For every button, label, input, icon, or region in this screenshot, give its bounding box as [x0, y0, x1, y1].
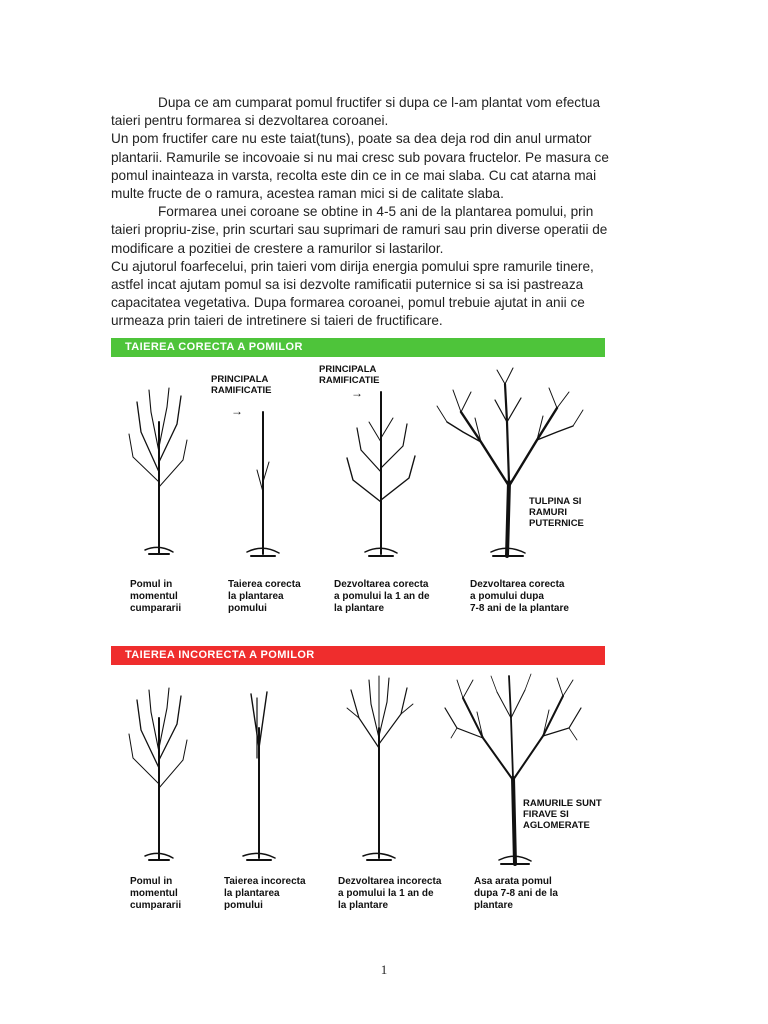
incorrect-pruning-illustration: [111, 668, 605, 868]
caption-incorrect-4: Asa arata pomul dupa 7-8 ani de la plantare: [474, 876, 558, 911]
page-number: 1: [380, 962, 388, 977]
incorrect-pruning-banner: TAIEREA INCORECTA A POMILOR: [111, 646, 605, 665]
caption-incorrect-3: Dezvoltarea incorecta a pomului la 1 an de la plantare: [338, 876, 442, 911]
caption-correct-2: Taierea corecta la plantarea pomului: [228, 579, 301, 614]
label-weak-crowded-branches: RAMURILE SUNT FIRAVE SI AGLOMERATE: [523, 798, 602, 831]
paragraph-4: Cu ajutorul foarfecelui, prin taieri vom dirija energia pomului spre ramurile tinere, astfel incat ajutam pomul sa isi dezvolte ramificatii puternice si sa isi pastreaza capacitatea vegetativa. Dupa formarea coroanei, pomul trebuie ajutat in anii ce urmeaza prin taieri de intretinere si taieri de fructificare.: [111, 258, 594, 329]
tree-incorrect-one-year-icon: [347, 676, 413, 860]
label-strong-trunk: TULPINA SI RAMURI PUTERNICE: [529, 496, 584, 529]
tree-sapling-bought-icon: [129, 688, 187, 860]
arrow-icon: →: [231, 404, 243, 418]
tree-correct-one-year-icon: [347, 392, 415, 556]
caption-correct-1: Pomul in momentul cumpararii: [130, 579, 182, 614]
incorrect-trees-drawing: [111, 668, 605, 868]
arrow-icon: →: [351, 386, 363, 400]
label-principal-branch-1: PRINCIPALA RAMIFICATIE: [211, 374, 272, 396]
caption-correct-4: Dezvoltarea corecta a pomului dupa 7-8 ani de la plantare: [470, 579, 569, 614]
tree-correct-cut-icon: [247, 412, 279, 556]
caption-incorrect-2: Taierea incorecta la plantarea pomului: [224, 876, 306, 911]
paragraph-3: Formarea unei coroane se obtine in 4-5 ani de la plantarea pomului, prin taieri propriu-zise, prin scurtari sau suprimari de ramuri sau prin diverse operatii de modificare a pozitiei de crestere a ramurilor si lastarilor.: [111, 204, 608, 256]
body-text: [111, 94, 623, 331]
paragraph-2: Un pom fructifer care nu este taiat(tuns), poate sa dea deja rod din anul urmator plantarii. Ramurile se incovoaie si nu mai cresc sub povara fructelor. Pe masura ce pomul inainteaza in varsta, recolta este din ce in ce mai slaba. Cu cat atarna mai multe fructe de o ramura, acestea raman mici si de calitate slaba.: [111, 131, 609, 202]
tree-incorrect-mature-icon: [445, 674, 581, 864]
correct-pruning-banner: TAIEREA CORECTA A POMILOR: [111, 338, 605, 357]
tree-incorrect-cut-icon: [243, 692, 275, 860]
paragraph-1: Dupa ce am cumparat pomul fructifer si dupa ce l-am plantat vom efectua taieri pentru formarea si dezvoltarea coroanei.: [111, 95, 601, 129]
tree-sapling-bought-icon: [129, 388, 187, 554]
caption-correct-3: Dezvoltarea corecta a pomului la 1 an de la plantare: [334, 579, 430, 614]
correct-pruning-illustration: [111, 362, 605, 562]
caption-incorrect-1: Pomul in momentul cumpararii: [130, 876, 182, 911]
label-principal-branch-2: PRINCIPALA RAMIFICATIE: [319, 364, 380, 386]
